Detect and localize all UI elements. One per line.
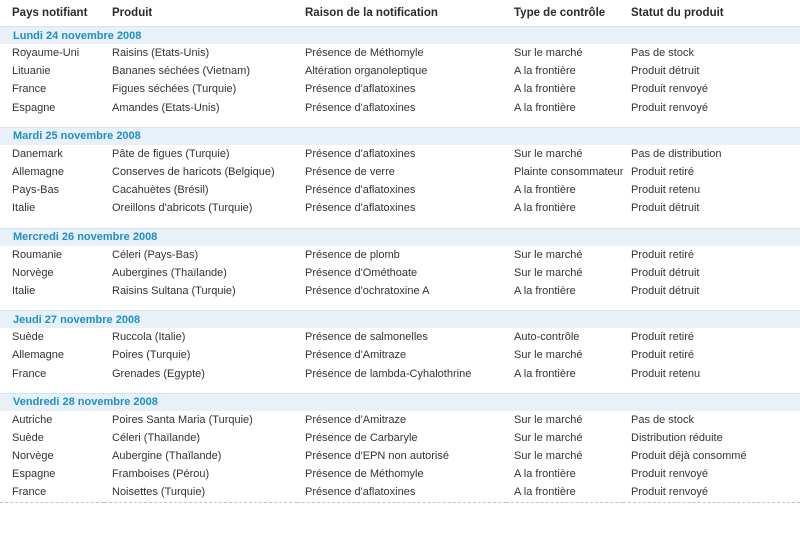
cell-statut: Produit retenu: [631, 184, 701, 197]
cell-type: Sur le marché: [514, 266, 583, 279]
table-row: [0, 429, 800, 447]
cell-type: A la frontière: [514, 284, 576, 297]
cell-pays: Pays-Bas: [12, 184, 60, 197]
cell-type: A la frontière: [514, 65, 576, 78]
cell-produit: Céleri (Thaïlande): [112, 431, 201, 444]
cell-statut: Pas de stock: [631, 413, 694, 426]
cell-pays: Italie: [12, 284, 36, 297]
cell-pays: Royaume-Uni: [12, 47, 80, 60]
date-label: Jeudi 27 novembre 2008: [0, 311, 800, 329]
spacer-cell: [0, 218, 800, 229]
cell-produit: Amandes (Etats-Unis): [112, 101, 220, 114]
cell-raison: Présence d'aflatoxines: [305, 202, 416, 215]
cell-pays: Norvège: [12, 450, 54, 463]
date-label: Mercredi 26 novembre 2008: [0, 228, 800, 246]
table-row: [0, 328, 800, 346]
cell-type: Sur le marché: [514, 450, 583, 463]
cell-statut: Produit retiré: [631, 331, 694, 344]
cell-pays: Italie: [12, 202, 36, 215]
cell-type: Sur le marché: [514, 147, 583, 160]
cell-statut: Produit détruit: [631, 284, 700, 297]
cell-produit: Noisettes (Turquie): [104, 483, 297, 502]
cell-statut: Produit renvoyé: [631, 101, 709, 114]
cell-statut: Produit retiré: [631, 349, 694, 362]
table-row: [0, 411, 800, 429]
cell-produit: Conserves de haricots (Belgique): [112, 166, 275, 179]
cell-pays: Norvège: [12, 266, 54, 279]
cell-raison: Présence d'Amitraze: [305, 413, 407, 426]
cell-produit: Cacahuètes (Brésil): [112, 184, 209, 197]
cell-type: A la frontière: [514, 184, 576, 197]
table-row: [0, 346, 800, 364]
cell-type: A la frontière: [514, 101, 576, 114]
cell-raison: Présence d'aflatoxines: [305, 184, 416, 197]
cell-type: A la frontière: [514, 468, 576, 481]
group-spacer: [0, 117, 800, 128]
cell-pays: Lituanie: [12, 65, 51, 78]
cell-type: Sur le marché: [514, 47, 583, 60]
cell-pays: France: [0, 483, 104, 502]
cell-raison: Présence de verre: [305, 166, 395, 179]
cell-type: A la frontière: [514, 83, 576, 96]
table-row: [0, 62, 800, 80]
cell-raison: Présence de plomb: [305, 248, 400, 261]
cell-produit: Ruccola (Italie): [112, 331, 186, 344]
table-row: [0, 465, 800, 483]
cell-produit: Oreillons d'abricots (Turquie): [112, 202, 253, 215]
cell-raison: Présence d'ochratoxine A: [305, 284, 430, 297]
cell-statut: Distribution réduite: [631, 431, 723, 444]
cell-produit: Framboises (Pérou): [112, 468, 210, 481]
header-raison: Raison de la notification: [305, 7, 438, 19]
cell-raison: Présence de Méthomyle: [305, 468, 424, 481]
cell-pays: Espagne: [12, 101, 56, 114]
cell-type: Sur le marché: [514, 413, 583, 426]
cell-raison: Présence de salmonelles: [305, 331, 428, 344]
cell-produit: Bananes séchées (Vietnam): [112, 65, 250, 78]
cell-statut: Produit détruit: [631, 266, 700, 279]
cell-statut: Produit détruit: [631, 202, 700, 215]
table-row: [0, 447, 800, 465]
cell-raison: Présence d'aflatoxines: [305, 83, 416, 96]
cell-raison: Présence d'aflatoxines: [305, 147, 416, 160]
header-type-controle: Type de contrôle: [514, 7, 606, 19]
cell-produit: Raisins Sultana (Turquie): [112, 284, 236, 297]
cell-statut: Produit détruit: [631, 65, 700, 78]
cell-pays: Autriche: [12, 413, 53, 426]
cell-statut: Produit retiré: [631, 166, 694, 179]
cell-type: Sur le marché: [514, 349, 583, 362]
cell-pays: Danemark: [12, 147, 63, 160]
date-label: Lundi 24 novembre 2008: [0, 27, 800, 45]
table-row: [0, 163, 800, 181]
cell-type: Sur le marché: [514, 248, 583, 261]
cell-raison: Présence d'aflatoxines: [297, 483, 506, 502]
cell-type: A la frontière: [514, 202, 576, 215]
cell-statut: Pas de distribution: [631, 147, 722, 160]
header-row: [0, 0, 800, 27]
cell-statut: Produit retiré: [631, 248, 694, 261]
spacer-cell: [0, 383, 800, 394]
table-row: [0, 364, 800, 382]
cell-type: A la frontière: [506, 483, 623, 502]
cell-produit: Céleri (Pays-Bas): [112, 248, 199, 261]
cell-type: A la frontière: [514, 367, 576, 380]
spacer-cell: [0, 117, 800, 128]
cell-type: Sur le marché: [514, 431, 583, 444]
cell-produit: Grenades (Egypte): [112, 367, 205, 380]
date-group-row: [0, 393, 800, 411]
cell-statut: Pas de stock: [631, 47, 694, 60]
cell-statut: Produit retenu: [631, 367, 701, 380]
cell-statut: Produit renvoyé: [623, 483, 800, 502]
table-row: [0, 199, 800, 217]
cell-raison: Présence d'EPN non autorisé: [305, 450, 449, 463]
table-row: [0, 282, 800, 300]
table-header: [0, 0, 800, 27]
date-group-row: [0, 311, 800, 329]
table-row: [0, 264, 800, 282]
cell-statut: Produit renvoyé: [631, 468, 709, 481]
cell-produit: Pâte de figues (Turquie): [112, 147, 230, 160]
cell-pays: France: [12, 367, 47, 380]
header-statut: Statut du produit: [631, 7, 724, 19]
cell-pays: Espagne: [12, 468, 56, 481]
spacer-cell: [0, 300, 800, 311]
cell-produit: Aubergines (Thaïlande): [112, 266, 227, 279]
cell-statut: Produit renvoyé: [631, 83, 709, 96]
cell-produit: Poires (Turquie): [112, 349, 191, 362]
cell-type: Auto-contrôle: [514, 331, 580, 344]
cell-pays: Suède: [12, 331, 44, 344]
table-row: [0, 44, 800, 62]
cell-raison: Présence de Carbaryle: [305, 431, 418, 444]
cell-raison: Présence de Méthomyle: [305, 47, 424, 60]
cell-pays: Roumanie: [12, 248, 63, 261]
cell-produit: Aubergine (Thaïlande): [112, 450, 222, 463]
cell-produit: Figues séchées (Turquie): [112, 83, 237, 96]
table-row: [0, 483, 800, 502]
table-row: [0, 145, 800, 163]
cell-raison: Présence d'Amitraze: [305, 349, 407, 362]
cell-produit: Poires Santa Maria (Turquie): [112, 413, 253, 426]
cell-pays: France: [12, 83, 47, 96]
group-spacer: [0, 383, 800, 394]
date-group-row: [0, 228, 800, 246]
cell-pays: Allemagne: [12, 349, 64, 362]
cell-type: Plainte consommateur: [514, 166, 623, 179]
group-spacer: [0, 300, 800, 311]
date-group-row: [0, 127, 800, 145]
date-group-row: [0, 27, 800, 45]
date-label: Vendredi 28 novembre 2008: [0, 393, 800, 411]
table-row: [0, 181, 800, 199]
header-produit: Produit: [112, 7, 153, 19]
table-row: [0, 80, 800, 98]
table-row: [0, 99, 800, 117]
cell-raison: Présence de lambda-Cyhalothrine: [305, 367, 472, 380]
table-body: [0, 27, 800, 503]
cell-statut: Produit déjà consommé: [631, 450, 747, 463]
cell-raison: Présence d'Ométhoate: [305, 266, 418, 279]
cell-raison: Présence d'aflatoxines: [305, 101, 416, 114]
header-pays-notifiant: Pays notifiant: [12, 7, 88, 19]
table-row: [0, 246, 800, 264]
cell-raison: Altération organoleptique: [305, 65, 428, 78]
cell-pays: Suède: [12, 431, 44, 444]
date-label: Mardi 25 novembre 2008: [0, 127, 800, 145]
cell-pays: Allemagne: [12, 166, 64, 179]
group-spacer: [0, 218, 800, 229]
cell-produit: Raisins (Etats-Unis): [112, 47, 210, 60]
